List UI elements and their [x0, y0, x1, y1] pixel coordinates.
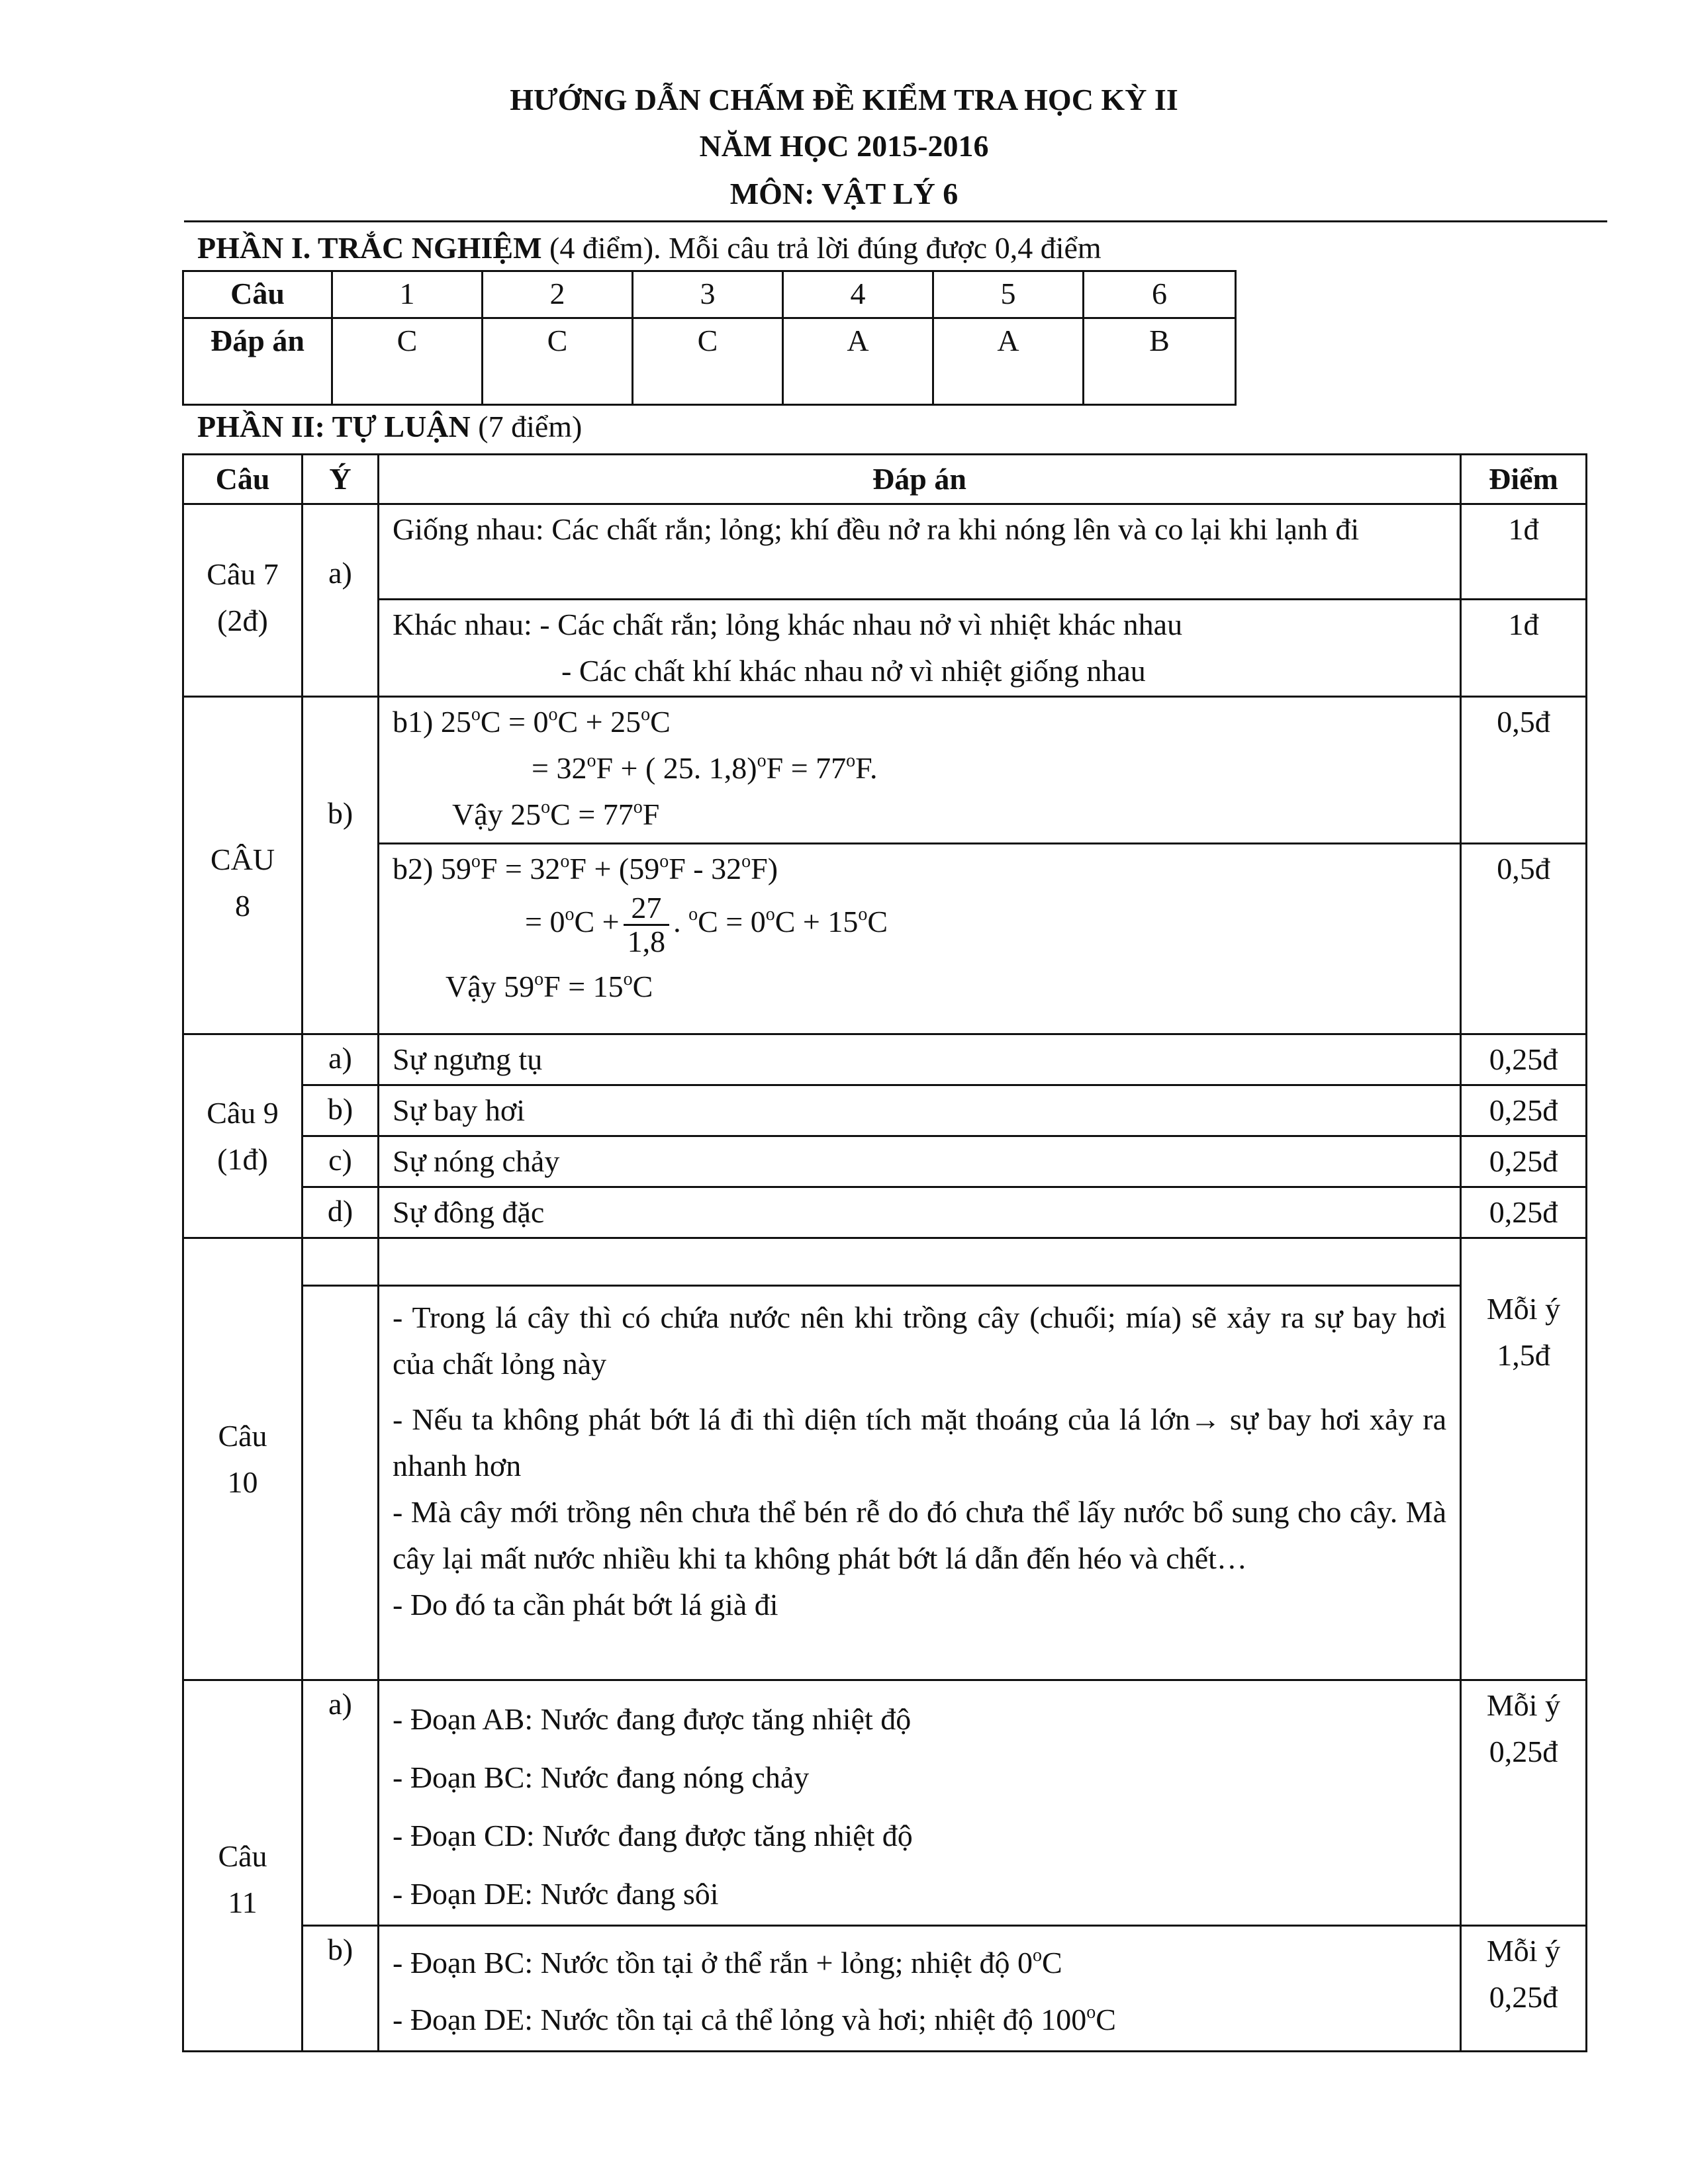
- q7-part: a): [303, 504, 379, 697]
- table-row: [183, 1238, 1587, 1286]
- q11-part-a: a): [303, 1680, 379, 1926]
- degree-sign: o: [641, 704, 651, 725]
- table-row: [183, 1187, 1587, 1238]
- question-number: 6: [1084, 271, 1236, 318]
- q7-points-2: 1đ: [1461, 600, 1587, 697]
- q10-label-2: 10: [227, 1465, 258, 1499]
- q8-b1-line-1: b1) $25^oC = 0^oC + 25^oC$: [393, 704, 671, 739]
- subject: MÔN: VẬT LÝ 6: [729, 177, 959, 210]
- header-part: Ý: [303, 455, 379, 504]
- degree-sign: o: [623, 968, 633, 989]
- q8-label: [183, 697, 303, 1034]
- q8-points-2: 0,5đ: [1461, 844, 1587, 1034]
- table-row: [183, 697, 1587, 844]
- q10-empty-answer: [379, 1238, 1461, 1286]
- table-row: [183, 504, 1587, 600]
- header-question: Câu: [183, 455, 303, 504]
- degree-sign: o: [633, 797, 643, 817]
- q9-points: 0,25đ: [1461, 1136, 1587, 1187]
- q11-part-b: b): [303, 1926, 379, 2052]
- q10-answer: [379, 1286, 1461, 1680]
- fraction: [624, 892, 670, 958]
- q10-empty-points: [1461, 1238, 1587, 1286]
- degree-sign: o: [534, 968, 544, 989]
- degree-sign: o: [1033, 1945, 1042, 1966]
- degree-sign: o: [586, 751, 596, 771]
- part1-note: (4 điểm). Mỗi câu trả lời đúng được 0,4 điểm: [541, 231, 1102, 265]
- degree-sign: o: [765, 904, 775, 925]
- q11-b-points-1: Mỗi ý: [1486, 1934, 1561, 1968]
- degree-sign: o: [548, 704, 558, 725]
- table-row: [183, 271, 1236, 318]
- answer-cell: B: [1084, 318, 1236, 405]
- q7-diff-line-2: - Các chất khí khác nhau nở vì nhiệt giống nhau: [561, 654, 1146, 688]
- answer-cell: C: [332, 318, 483, 405]
- q9-part: d): [303, 1187, 379, 1238]
- table-row: [183, 318, 1236, 405]
- q10-points: [1461, 1286, 1587, 1680]
- q10-points-1: Mỗi ý: [1486, 1291, 1561, 1326]
- q10-point-1: - Trong lá cây thì có chứa nước nên khi trồng cây (chuối; mía) sẽ xảy ra sự bay hơi của chất lỏng này: [393, 1300, 1446, 1381]
- part2-heading: [197, 412, 582, 442]
- q7-label: [183, 504, 303, 697]
- degree-sign: o: [688, 904, 698, 925]
- degree-sign: o: [560, 851, 570, 872]
- degree-sign: o: [846, 751, 856, 771]
- q10-label-1: Câu: [218, 1418, 267, 1453]
- header-points: Điểm: [1461, 455, 1587, 504]
- fraction-denominator: 1,8: [627, 925, 666, 959]
- table-header-row: [183, 455, 1587, 504]
- q11-points-b: [1461, 1926, 1587, 2052]
- q9-part: a): [303, 1034, 379, 1085]
- degree-sign: o: [541, 797, 551, 817]
- table-row: [183, 1926, 1587, 2052]
- q9-answer: Sự nóng chảy: [379, 1136, 1461, 1187]
- q9-label-2: (1đ): [217, 1142, 268, 1176]
- q10-point-3: - Mà cây mới trồng nên chưa thể bén rễ do đó chưa thể lấy nước bổ sung cho cây. Mà cây lại mất nước nhiều khi ta không phát bớt lá dẫn đến héo và chết…: [393, 1495, 1446, 1575]
- header-divider: [184, 220, 1607, 222]
- q9-label-1: Câu 9: [207, 1095, 279, 1130]
- q9-answer: Sự bay hơi: [379, 1085, 1461, 1136]
- degree-sign: o: [858, 904, 868, 925]
- q9-part: c): [303, 1136, 379, 1187]
- q8-b2-pre: = $0^oC$ +: [525, 904, 620, 939]
- question-number: 5: [933, 271, 1084, 318]
- table-row: [183, 1085, 1587, 1136]
- q9-label: [183, 1034, 303, 1238]
- q8-b2-line-3: Vậy $59^oF = 15^oC$: [445, 968, 653, 1003]
- q11-label-2: 11: [228, 1886, 258, 1919]
- degree-sign: o: [757, 751, 767, 771]
- q10-empty-part: [303, 1238, 379, 1286]
- q7-label-2: (2đ): [217, 604, 268, 637]
- q8-b2-line-2: [393, 892, 1446, 958]
- degree-sign: o: [565, 904, 575, 925]
- answer-cell: A: [783, 318, 933, 405]
- q11-answer-a: [379, 1680, 1461, 1926]
- q9-points: 0,25đ: [1461, 1034, 1587, 1085]
- q11-b-item: - Đoạn BC: Nước tồn tại ở thể rắn + lỏng; nhiệt độ 0$^o$C: [393, 1945, 1062, 1979]
- answer-cell: C: [633, 318, 783, 405]
- multiple-choice-table: [182, 270, 1237, 406]
- q8-b2: [379, 844, 1461, 1034]
- q9-answer: Sự ngưng tụ: [379, 1034, 1461, 1085]
- essay-table: [182, 453, 1587, 2052]
- header-answer: Đáp án: [379, 455, 1461, 504]
- q8-points-1: 0,5đ: [1461, 697, 1587, 844]
- degree-sign: o: [471, 704, 481, 725]
- q11-a-item: - Đoạn CD: Nước đang được tăng nhiệt độ: [393, 1819, 913, 1852]
- part1-title: PHẦN I. TRẮC NGHIỆM: [197, 231, 542, 265]
- q11-a-points-1: Mỗi ý: [1486, 1688, 1561, 1722]
- part1-heading: [197, 233, 1102, 263]
- q8-b2-line-1: b2) $59^oF = 32^oF + (59^oF - 32^oF)$: [393, 851, 778, 886]
- q7-points-1: 1đ: [1461, 504, 1587, 600]
- q11-b-item: - Đoạn DE: Nước tồn tại cả thể lỏng và hơi; nhiệt độ 100$^o$C: [393, 2002, 1116, 2036]
- q8-b2-post: . $^oC = 0^oC + 15^oC$: [673, 904, 888, 939]
- row-label-answer: Đáp án: [183, 318, 332, 405]
- q11-answer-b: [379, 1926, 1461, 2052]
- q7-label-1: Câu 7: [207, 557, 279, 591]
- q11-b-points-2: 0,25đ: [1489, 1980, 1558, 2014]
- answer-cell: A: [933, 318, 1084, 405]
- table-row: [183, 844, 1587, 1034]
- question-number: 1: [332, 271, 483, 318]
- q11-points-a: [1461, 1680, 1587, 1926]
- degree-sign: o: [1086, 2002, 1096, 2023]
- q9-part: b): [303, 1085, 379, 1136]
- q8-label-1: CÂU: [210, 842, 275, 876]
- q11-a-item: - Đoạn BC: Nước đang nóng chảy: [393, 1760, 810, 1794]
- table-row: [183, 1680, 1587, 1926]
- q7-diff-line-1: Khác nhau: - Các chất rắn; lỏng khác nhau nở vì nhiệt khác nhau: [393, 608, 1183, 641]
- answer-cell: C: [483, 318, 633, 405]
- q8-b1: [379, 697, 1461, 844]
- q7-answer-similar: Giống nhau: Các chất rắn; lỏng; khí đều nở ra khi nóng lên và co lại khi lạnh đi: [379, 504, 1461, 600]
- doc-title: HƯỚNG DẪN CHẤM ĐỀ KIỂM TRA HỌC KỲ II: [510, 83, 1178, 116]
- table-row: [183, 1286, 1587, 1680]
- question-number: 4: [783, 271, 933, 318]
- q10-point-4: - Do đó ta cần phát bớt lá già đi: [393, 1588, 778, 1621]
- q9-points: 0,25đ: [1461, 1085, 1587, 1136]
- q11-a-points-2: 0,25đ: [1489, 1735, 1558, 1768]
- part2-note: (7 điểm): [470, 410, 583, 443]
- q11-label: [183, 1680, 303, 2052]
- fraction-numerator: 27: [624, 892, 670, 926]
- q8-label-2: 8: [235, 889, 250, 923]
- degree-sign: o: [741, 851, 751, 872]
- q10-part: [303, 1286, 379, 1680]
- q9-points: 0,25đ: [1461, 1187, 1587, 1238]
- q11-a-item: - Đoạn AB: Nước đang được tăng nhiệt độ: [393, 1702, 912, 1736]
- q10-points-2: 1,5đ: [1497, 1338, 1550, 1372]
- q7-answer-different: [379, 600, 1461, 697]
- q8-b1-line-3: Vậy $25^oC = 77^oF$: [452, 797, 660, 831]
- q10-label: [183, 1238, 303, 1680]
- part2-title: PHẦN II: TỰ LUẬN: [197, 410, 471, 443]
- school-year: NĂM HỌC 2015-2016: [699, 129, 989, 163]
- question-number: 2: [483, 271, 633, 318]
- degree-sign: o: [659, 851, 669, 872]
- question-number: 3: [633, 271, 783, 318]
- degree-sign: o: [471, 851, 481, 872]
- table-row: [183, 600, 1587, 697]
- q11-label-1: Câu: [218, 1839, 267, 1873]
- table-row: [183, 1034, 1587, 1085]
- q8-b1-line-2: = $32^oF$ + ( 25. $1,8)^oF = 77^oF$.: [532, 751, 878, 785]
- q10-point-2: - Nếu ta không phát bớt lá đi thì diện tích mặt thoáng của lá lớn→ sự bay hơi xảy ra nhanh hơn: [393, 1402, 1446, 1482]
- q11-a-item: - Đoạn DE: Nước đang sôi: [393, 1877, 719, 1911]
- table-row: [183, 1136, 1587, 1187]
- q9-answer: Sự đông đặc: [379, 1187, 1461, 1238]
- q8-part: b): [303, 697, 379, 1034]
- row-label-question: Câu: [183, 271, 332, 318]
